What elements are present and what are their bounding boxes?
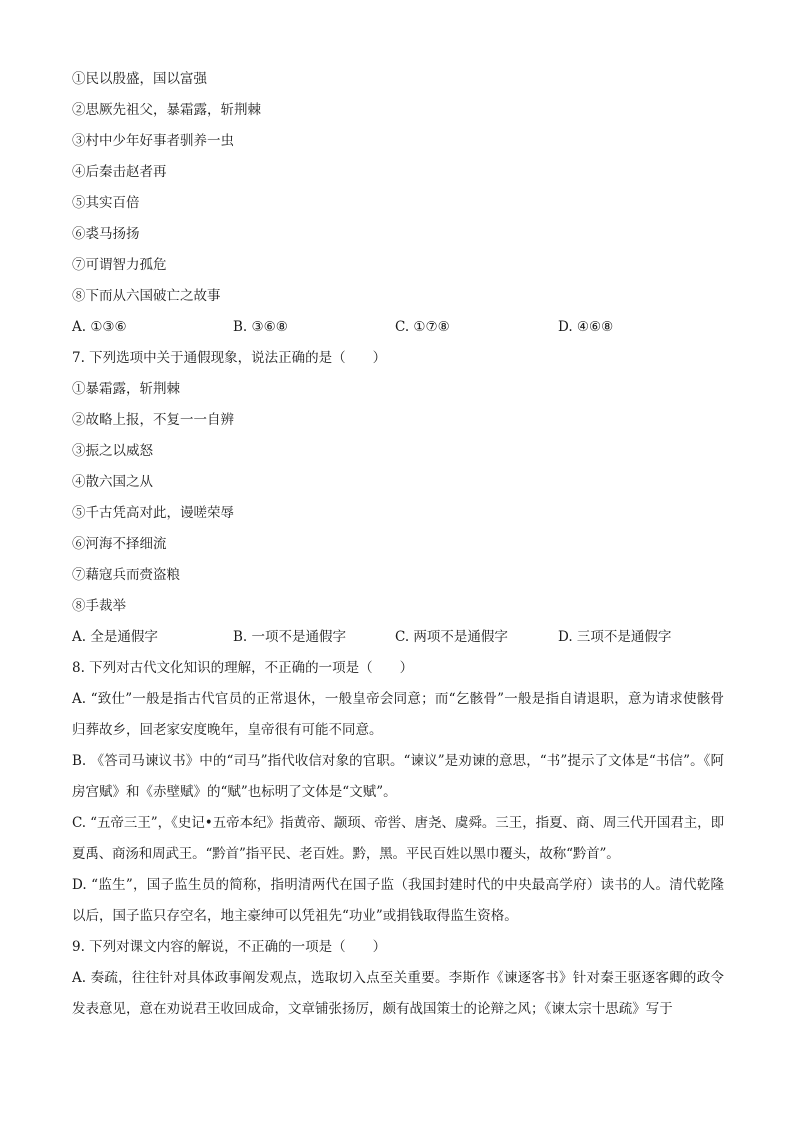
q6-item-3: ③村中少年好事者驯养一虫	[72, 133, 234, 149]
q6-item-4: ④后秦击赵者再	[72, 164, 167, 180]
q7-item-5: ⑤千古凭高对此，谩嗟荣辱	[72, 505, 234, 521]
q8-option-b[interactable]: B. 《答司马谏议书》中的“司马”指代收信对象的官职。“谏议”是劝谏的意思，“书”提示了文体是“书信”。《阿房宫赋》和《赤壁赋》的“赋”也标明了文体是“文赋”。	[72, 753, 724, 800]
q8-option-a[interactable]: A. “致仕”一般是指古代官员的正常退休，一般皇帝会同意；而“乞骸骨”一般是指自请退职，意为请求使骸骨归葬故乡，回老家安度晚年，皇帝很有可能不同意。	[72, 691, 724, 738]
q6-item-6: ⑥裘马扬扬	[72, 226, 140, 242]
q6-item-2: ②思厥先祖父，暴霜露，斩荆棘	[72, 102, 261, 118]
q8-option-d[interactable]: D. “监生”，国子监生员的简称，指明清两代在国子监（我国封建时代的中央最高学府）读书的人。清代乾隆以后，国子监只存空名，地主豪绅可以凭祖先“功业”或捐钱取得监生资格。	[72, 877, 724, 924]
q7-stem: 7. 下列选项中关于通假现象，说法正确的是（ ）	[72, 350, 387, 366]
q6-option-c[interactable]: C. ①⑦⑧	[395, 319, 450, 335]
q7-option-d[interactable]: D. 三项不是通假字	[558, 629, 672, 645]
q7-option-b[interactable]: B. 一项不是通假字	[233, 629, 347, 645]
q8-option-c[interactable]: C. “五帝三王”，《史记•五帝本纪》指黄帝、颛顼、帝喾、唐尧、虞舜。三王，指夏、商、周三代开国君主，即夏禹、商汤和周武王。“黔首”指平民、老百姓。黔，黑。平民百姓以黑巾覆头，故称“黔首”。	[72, 815, 724, 862]
q7-options	[72, 622, 724, 653]
q7-option-a[interactable]: A. 全是通假字	[72, 629, 158, 645]
q9-stem: 9. 下列对课文内容的解说，不正确的一项是（ ）	[72, 939, 387, 955]
q7-item-3: ③振之以威怒	[72, 443, 153, 459]
q6-option-b[interactable]: B. ③⑥⑧	[233, 319, 288, 335]
q7-item-7: ⑦藉寇兵而赍盗粮	[72, 567, 180, 583]
q6-options	[72, 312, 724, 343]
q6-option-d[interactable]: D. ④⑥⑧	[558, 319, 614, 335]
q9-option-a[interactable]: A. 奏疏，往往针对具体政事阐发观点，选取切入点至关重要。李斯作《谏逐客书》针对秦王驱逐客卿的政令发表意见，意在劝说君王收回成命，文章铺张扬厉，颇有战国策士的论辩之风；《谏太宗十思疏》写于	[72, 970, 724, 1017]
q6-item-7: ⑦可谓智力孤危	[72, 257, 167, 273]
q7-item-1: ①暴霜露，斩荆棘	[72, 381, 180, 397]
q7-option-c[interactable]: C. 两项不是通假字	[395, 629, 508, 645]
q7-item-6: ⑥河海不择细流	[72, 536, 167, 552]
q6-item-8: ⑧下而从六国破亡之故事	[72, 288, 221, 304]
document-page	[72, 64, 724, 1025]
q6-option-a[interactable]: A. ①③⑥	[72, 319, 127, 335]
q6-item-5: ⑤其实百倍	[72, 195, 140, 211]
q8-stem: 8. 下列对古代文化知识的理解，不正确的一项是（ ）	[72, 660, 414, 676]
q7-item-2: ②故略上报，不复一一自辨	[72, 412, 234, 428]
q6-item-1: ①民以殷盛，国以富强	[72, 71, 207, 87]
q7-item-4: ④散六国之从	[72, 474, 153, 490]
q7-item-8: ⑧手裁举	[72, 598, 126, 614]
